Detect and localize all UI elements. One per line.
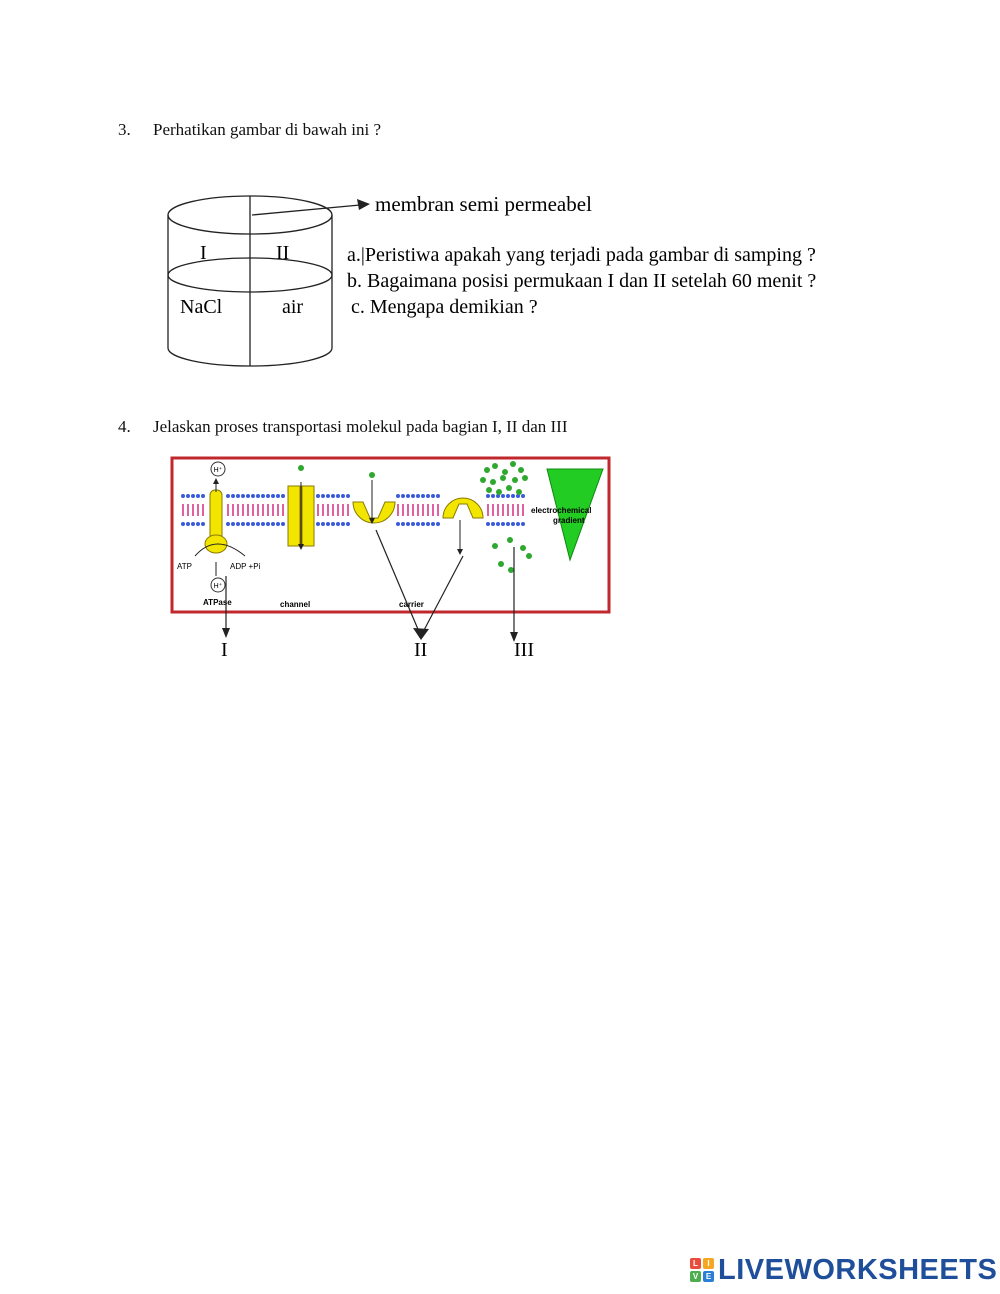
label-gradient-2: gradient — [553, 516, 585, 525]
membrane-label: membran semi permeabel — [375, 192, 592, 216]
pointer-arrowhead — [357, 199, 370, 210]
question-number: 3. — [118, 120, 131, 139]
molecule-dot — [522, 475, 528, 481]
osmosis-figure — [160, 185, 900, 375]
molecule-dot — [502, 469, 508, 475]
molecule-dot — [508, 567, 514, 573]
molecule-dot — [496, 489, 502, 495]
label-compartment-II: II — [276, 242, 290, 264]
molecule-dot — [520, 545, 526, 551]
label-channel: channel — [280, 600, 311, 609]
question-3a: a.|Peristiwa apakah yang terjadi pada gambar di samping ? — [347, 244, 816, 266]
h-plus-ion-top — [211, 462, 225, 476]
brand-name: LIVEWORKSHEETS — [718, 1253, 998, 1286]
label-atpase: ATPase — [203, 598, 232, 607]
molecule-dot — [498, 561, 504, 567]
molecule-dot — [492, 543, 498, 549]
label-arrow-II: II — [414, 639, 428, 661]
molecule-dot — [516, 489, 522, 495]
molecule-dot — [500, 475, 506, 481]
label-compartment-I: I — [200, 242, 207, 264]
logo-grid-icon: L I V E — [690, 1258, 714, 1282]
molecule-dot — [506, 485, 512, 491]
svg-text:H⁺: H⁺ — [213, 467, 223, 474]
label-carrier: carrier — [399, 600, 424, 609]
liveworksheets-logo — [690, 1255, 997, 1285]
label-atp: ATP — [177, 562, 192, 571]
molecule-dot — [510, 461, 516, 467]
question-3c: c. Mengapa demikian ? — [351, 296, 538, 318]
question-3b: b. Bagaimana posisi permukaan I dan II setelah 60 menit ? — [347, 270, 817, 292]
molecule-dot — [490, 479, 496, 485]
label-arrow-III: III — [514, 639, 534, 661]
membrane-pointer — [252, 205, 360, 215]
arrow-I-head — [222, 628, 230, 638]
figure-frame — [172, 458, 609, 612]
molecule-dot — [484, 467, 490, 473]
h-plus-ion-bottom — [211, 578, 225, 592]
question-text: Perhatikan gambar di bawah ini ? — [153, 120, 382, 139]
molecule-dot — [518, 467, 524, 473]
label-air: air — [282, 296, 304, 318]
label-adp: ADP +Pi — [230, 562, 261, 571]
molecule-dot — [526, 553, 532, 559]
molecule-dot — [486, 487, 492, 493]
molecule-dot — [492, 463, 498, 469]
question-text: Jelaskan proses transportasi molekul pada bagian I, II dan III — [153, 417, 568, 436]
svg-text:H⁺: H⁺ — [213, 583, 223, 590]
question-number: 4. — [118, 417, 131, 436]
membrane-transport-figure — [165, 452, 625, 667]
molecule-dot — [507, 537, 513, 543]
label-arrow-I: I — [221, 639, 228, 661]
molecule-dot — [512, 477, 518, 483]
label-gradient-1: electrochemical — [531, 506, 592, 515]
molecule-dot — [480, 477, 486, 483]
label-nacl: NaCl — [180, 296, 223, 318]
